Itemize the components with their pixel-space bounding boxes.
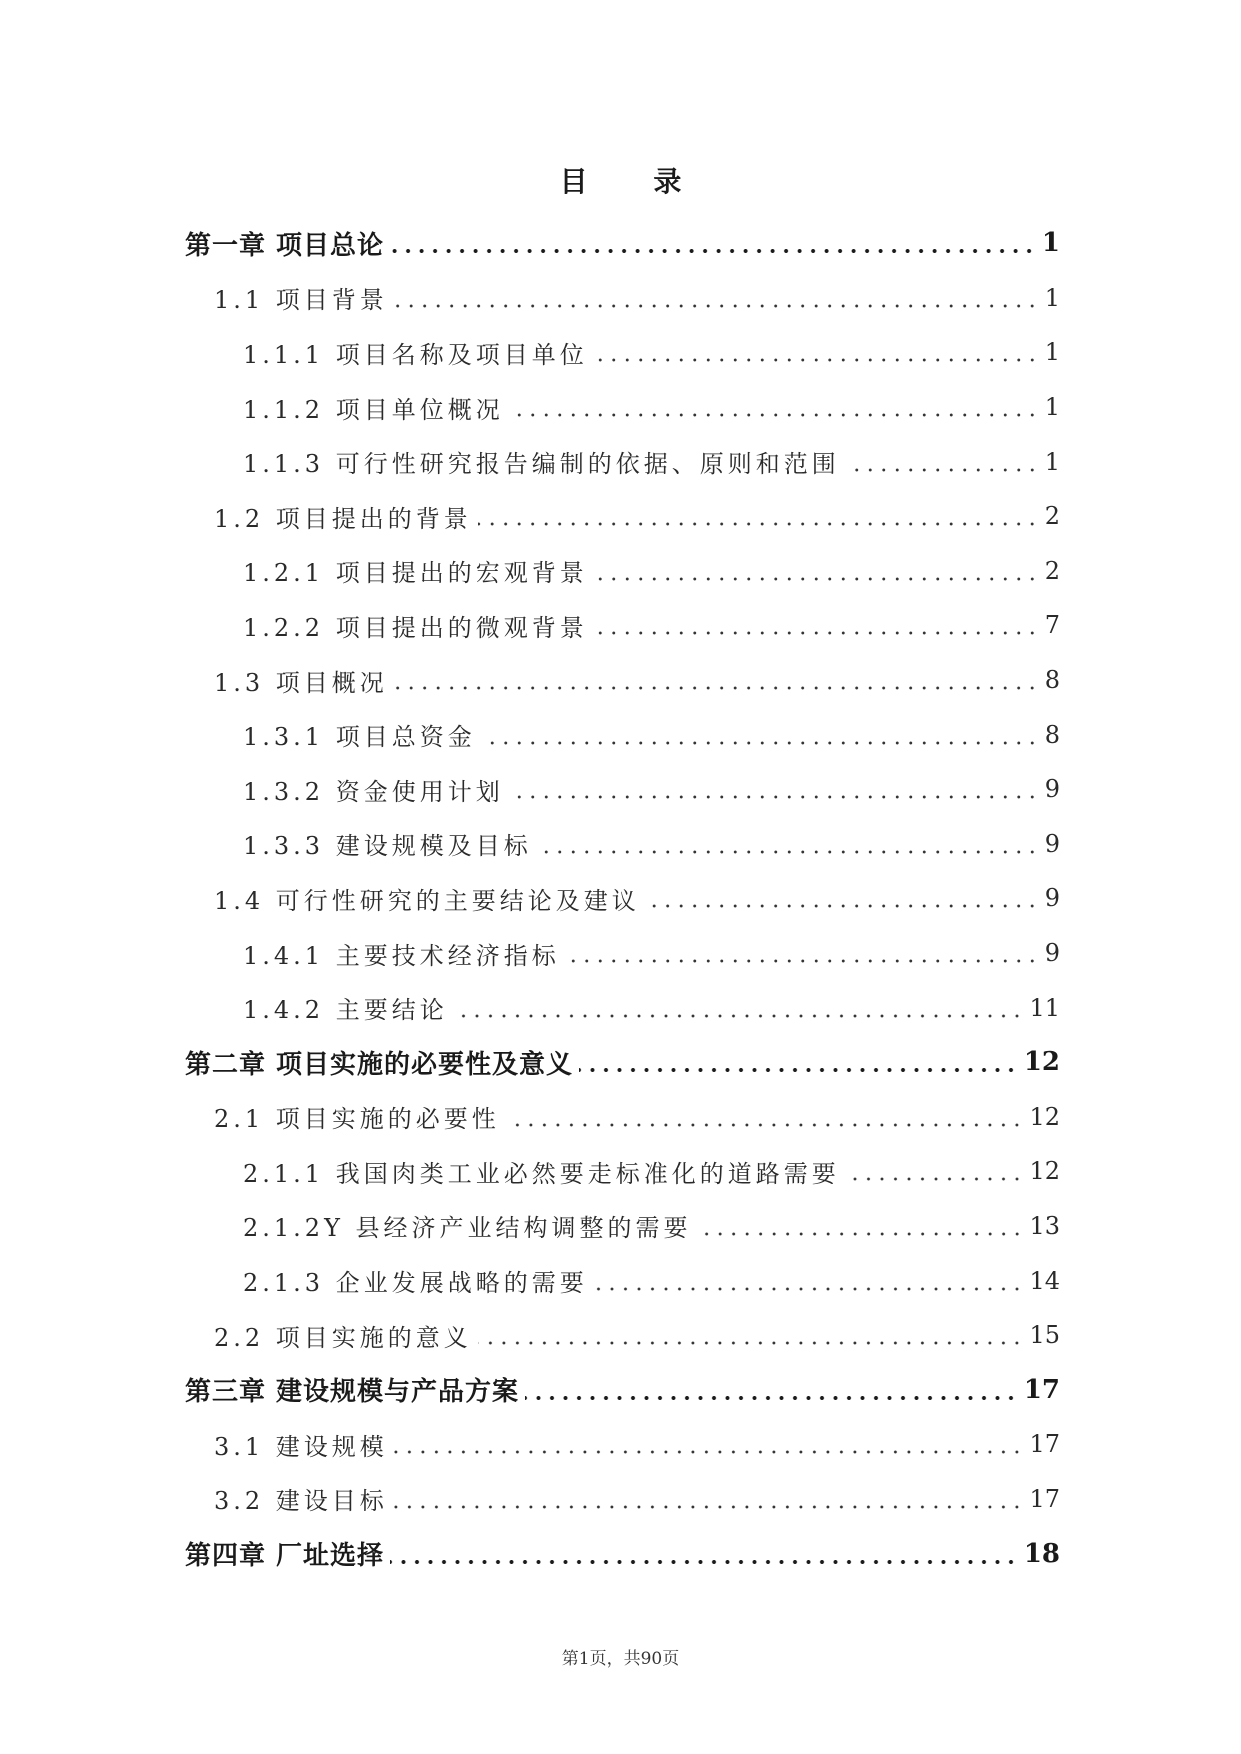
toc-entry-title: 第三章 建设规模与产品方案 <box>185 1377 520 1408</box>
toc-entry-title: 第一章 项目总论 <box>185 230 385 261</box>
dot-leader <box>506 1122 1024 1128</box>
dot-leader <box>525 1395 1018 1401</box>
dot-leader <box>510 412 1039 418</box>
toc-section-entry[interactable] <box>185 1199 1060 1254</box>
toc-section-entry[interactable] <box>185 1417 1060 1472</box>
dot-leader <box>698 1231 1024 1237</box>
toc-entry-page-number: 1 <box>1044 283 1060 312</box>
toc-entry-title: 1.1.1 项目名称及项目单位 <box>243 340 588 369</box>
dot-leader <box>566 958 1039 964</box>
toc-entry-title: 1.3.1 项目总资金 <box>243 723 476 752</box>
toc-entry-page-number: 9 <box>1044 939 1060 968</box>
toc-entry-title: 3.2 建设目标 <box>214 1487 388 1516</box>
toc-entry-page-number: 14 <box>1029 1266 1060 1295</box>
toc-section-entry[interactable] <box>185 1090 1060 1145</box>
dot-leader <box>594 576 1039 582</box>
toc-entry-title: 1.4 可行性研究的主要结论及建议 <box>214 886 640 915</box>
toc-section-entry[interactable] <box>185 817 1060 872</box>
toc-entry-title: 第四章 厂址选择 <box>185 1541 385 1572</box>
toc-entry-page-number: 11 <box>1029 993 1060 1022</box>
toc-section-entry[interactable] <box>185 271 1060 326</box>
toc-entry-title: 1.2.2 项目提出的微观背景 <box>243 613 588 642</box>
dot-leader <box>482 740 1039 746</box>
toc-chapter-entry[interactable] <box>185 1526 1060 1581</box>
toc-entry-page-number: 12 <box>1029 1157 1060 1186</box>
toc-entry-title: 2.1.2Y 县经济产业结构调整的需要 <box>243 1214 692 1243</box>
dot-leader <box>594 357 1039 363</box>
toc-entry-page-number: 1 <box>1044 393 1060 422</box>
toc-entry-title: 2.2 项目实施的意义 <box>214 1323 472 1352</box>
toc-entry-page-number: 15 <box>1029 1321 1060 1350</box>
dot-leader <box>846 1176 1024 1182</box>
toc-chapter-entry[interactable] <box>185 1035 1060 1090</box>
toc-entry-title: 1.3.2 资金使用计划 <box>243 777 504 806</box>
toc-section-entry[interactable] <box>185 980 1060 1035</box>
toc-entry-title: 1.4.1 主要技术经济指标 <box>243 941 560 970</box>
toc-section-entry[interactable] <box>185 598 1060 653</box>
toc-entry-title: 第二章 项目实施的必要性及意义 <box>185 1049 574 1080</box>
toc-entry-title: 1.3.3 建设规模及目标 <box>243 832 532 861</box>
toc-entry-page-number: 9 <box>1044 884 1060 913</box>
toc-entry-page-number: 1 <box>1041 228 1060 259</box>
toc-section-entry[interactable] <box>185 1144 1060 1199</box>
dot-leader <box>394 303 1039 309</box>
dot-leader <box>478 521 1039 527</box>
toc-entry-title: 1.3 项目概况 <box>214 668 388 697</box>
toc-entry-page-number: 9 <box>1044 829 1060 858</box>
toc-entry-page-number: 12 <box>1023 1047 1060 1078</box>
dot-leader <box>390 1559 1018 1565</box>
toc-entry-title: 1.4.2 主要结论 <box>243 996 448 1025</box>
toc-chapter-entry[interactable] <box>185 1362 1060 1417</box>
toc-entry-title: 3.1 建设规模 <box>214 1432 388 1461</box>
toc-entry-page-number: 8 <box>1044 720 1060 749</box>
toc-section-entry[interactable] <box>185 1308 1060 1363</box>
page-footer: 第1页，共90页 <box>561 1649 680 1669</box>
dot-leader <box>646 903 1039 909</box>
toc-title: 目 录 <box>559 165 710 198</box>
toc-section-entry[interactable] <box>185 544 1060 599</box>
toc-entry-page-number: 9 <box>1044 775 1060 804</box>
toc-entry-title: 2.1 项目实施的必要性 <box>214 1105 500 1134</box>
dot-leader <box>594 630 1039 636</box>
toc-entry-title: 1.1 项目背景 <box>214 286 388 315</box>
dot-leader <box>394 1504 1024 1510</box>
toc-section-entry[interactable] <box>185 489 1060 544</box>
dot-leader <box>594 1286 1024 1292</box>
toc-section-entry[interactable] <box>185 653 1060 708</box>
toc-entry-page-number: 17 <box>1029 1484 1060 1513</box>
toc-section-entry[interactable] <box>185 325 1060 380</box>
toc-entry-page-number: 2 <box>1044 556 1060 585</box>
toc-entry-page-number: 2 <box>1044 502 1060 531</box>
toc-entry-title: 1.1.2 项目单位概况 <box>243 395 504 424</box>
toc-section-entry[interactable] <box>185 380 1060 435</box>
dot-leader <box>538 849 1039 855</box>
toc-entry-title: 1.1.3 可行性研究报告编制的依据、原则和范围 <box>243 450 840 479</box>
toc-section-entry[interactable] <box>185 762 1060 817</box>
dot-leader <box>394 685 1039 691</box>
toc-entry-page-number: 8 <box>1044 666 1060 695</box>
toc-section-entry[interactable] <box>185 871 1060 926</box>
toc-entry-page-number: 17 <box>1029 1430 1060 1459</box>
dot-leader <box>846 467 1039 473</box>
toc-entry-page-number: 12 <box>1029 1102 1060 1131</box>
toc-entry-title: 1.2 项目提出的背景 <box>214 504 472 533</box>
dot-leader <box>478 1340 1024 1346</box>
toc-entry-page-number: 7 <box>1044 611 1060 640</box>
table-of-contents <box>185 216 1060 1581</box>
toc-section-entry[interactable] <box>185 1472 1060 1527</box>
dot-leader <box>454 1013 1024 1019</box>
toc-entry-page-number: 1 <box>1044 338 1060 367</box>
toc-entry-page-number: 17 <box>1023 1374 1060 1405</box>
dot-leader <box>390 248 1036 254</box>
toc-section-entry[interactable] <box>185 434 1060 489</box>
dot-leader <box>510 794 1039 800</box>
toc-entry-page-number: 13 <box>1029 1211 1060 1240</box>
toc-entry-title: 2.1.1 我国肉类工业必然要走标准化的道路需要 <box>243 1159 840 1188</box>
dot-leader <box>394 1449 1024 1455</box>
toc-entry-title: 2.1.3 企业发展战略的需要 <box>243 1269 588 1298</box>
toc-section-entry[interactable] <box>185 926 1060 981</box>
toc-section-entry[interactable] <box>185 707 1060 762</box>
toc-chapter-entry[interactable] <box>185 216 1060 271</box>
toc-section-entry[interactable] <box>185 1253 1060 1308</box>
toc-entry-title: 1.2.1 项目提出的宏观背景 <box>243 559 588 588</box>
dot-leader <box>579 1067 1018 1073</box>
toc-entry-page-number: 1 <box>1044 447 1060 476</box>
toc-entry-page-number: 18 <box>1023 1538 1060 1569</box>
